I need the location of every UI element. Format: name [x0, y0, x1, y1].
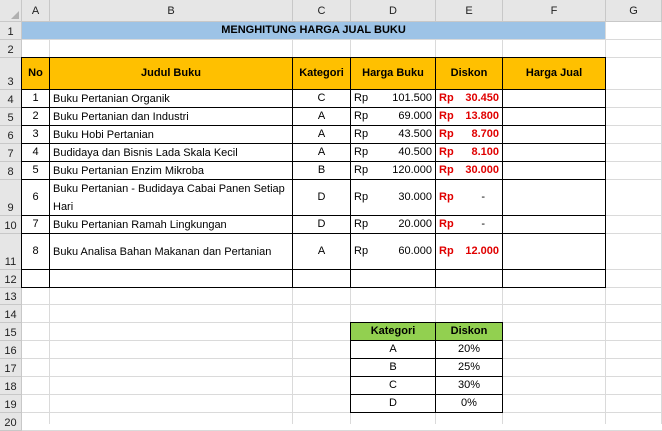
- book-harga[interactable]: [351, 144, 435, 161]
- table-border: [350, 358, 503, 359]
- table-border: [502, 322, 503, 413]
- column-header-f[interactable]: F: [503, 0, 606, 22]
- book-harga-jual[interactable]: [503, 126, 605, 143]
- book-harga-jual[interactable]: [503, 234, 605, 269]
- book-title[interactable]: Buku Pertanian dan Industri: [53, 110, 189, 123]
- book-no[interactable]: 2: [32, 110, 39, 122]
- book-harga-jual[interactable]: [503, 162, 605, 179]
- price-value: 60.000: [398, 245, 432, 257]
- currency-label: Rp: [354, 218, 369, 230]
- table-border: [292, 57, 293, 288]
- currency-label: Rp: [439, 128, 454, 140]
- table-border: [21, 125, 606, 126]
- table-border: [21, 233, 606, 234]
- header-harga[interactable]: Harga Buku: [351, 58, 435, 89]
- book-harga[interactable]: [351, 216, 435, 233]
- currency-label: Rp: [354, 191, 369, 203]
- book-no[interactable]: 5: [32, 164, 39, 176]
- row-header-4[interactable]: 4: [0, 90, 22, 108]
- discount-value: 8.100: [471, 146, 499, 158]
- sheet-title[interactable]: MENGHITUNG HARGA JUAL BUKU: [22, 22, 605, 39]
- row-header-11[interactable]: 11: [0, 234, 22, 270]
- legend-kategori[interactable]: D: [389, 397, 397, 409]
- legend-kategori[interactable]: A: [389, 343, 397, 355]
- price-value: 30.000: [398, 191, 432, 203]
- book-kategori[interactable]: A: [317, 128, 326, 140]
- gridline-horizontal: [22, 39, 662, 40]
- row-header-3[interactable]: 3: [0, 58, 22, 90]
- currency-label: Rp: [439, 245, 454, 257]
- book-harga-jual[interactable]: [503, 90, 605, 107]
- book-no[interactable]: 6: [32, 191, 39, 203]
- discount-value: 13.800: [465, 110, 499, 122]
- table-border: [49, 57, 50, 288]
- row-header-17[interactable]: 17: [0, 359, 22, 377]
- gridline-horizontal: [22, 340, 662, 341]
- legend-diskon[interactable]: 20%: [457, 343, 481, 355]
- legend-diskon[interactable]: 30%: [457, 379, 481, 391]
- table-border: [21, 215, 606, 216]
- empty-cell[interactable]: [351, 270, 435, 287]
- column-header-e[interactable]: E: [436, 0, 503, 22]
- table-border: [21, 143, 606, 144]
- currency-label: Rp: [354, 128, 369, 140]
- row-header-8[interactable]: 8: [0, 162, 22, 180]
- book-harga[interactable]: [351, 90, 435, 107]
- column-header-a[interactable]: A: [22, 0, 50, 22]
- header-jual[interactable]: Harga Jual: [503, 58, 605, 89]
- currency-label: Rp: [439, 92, 454, 104]
- gridline-horizontal: [22, 376, 662, 377]
- empty-cell[interactable]: [503, 270, 605, 287]
- book-diskon[interactable]: [436, 162, 502, 179]
- book-title[interactable]: Buku Pertanian Organik: [53, 92, 170, 105]
- book-kategori[interactable]: D: [317, 191, 326, 203]
- empty-cell[interactable]: [293, 270, 350, 287]
- select-all-corner[interactable]: [0, 0, 22, 22]
- empty-cell[interactable]: [22, 270, 49, 287]
- book-title[interactable]: Buku Hobi Pertanian: [53, 128, 154, 141]
- book-kategori[interactable]: A: [317, 146, 326, 158]
- currency-label: Rp: [354, 164, 369, 176]
- header-judul[interactable]: Judul Buku: [50, 58, 292, 89]
- column-header-g[interactable]: G: [606, 0, 662, 22]
- legend-kategori[interactable]: C: [389, 379, 397, 391]
- row-header-10[interactable]: 10: [0, 216, 22, 234]
- gridline-horizontal: [22, 412, 662, 413]
- row-header-1[interactable]: 1: [0, 22, 22, 40]
- column-header-d[interactable]: D: [351, 0, 436, 22]
- book-diskon[interactable]: [436, 126, 502, 143]
- currency-label: Rp: [354, 146, 369, 158]
- row-header-18[interactable]: 18: [0, 377, 22, 395]
- book-title[interactable]: Buku Pertanian - Budidaya Cabai Panen Setiap Hari: [53, 182, 285, 213]
- price-value: 120.000: [392, 164, 432, 176]
- book-diskon[interactable]: [436, 180, 502, 215]
- book-harga[interactable]: [351, 162, 435, 179]
- gridline-horizontal: [22, 358, 662, 359]
- price-value: 40.500: [398, 146, 432, 158]
- currency-label: Rp: [439, 218, 454, 230]
- book-no[interactable]: 1: [32, 92, 39, 104]
- book-kategori[interactable]: A: [317, 245, 326, 257]
- book-harga[interactable]: [351, 180, 435, 215]
- price-value: 69.000: [398, 110, 432, 122]
- empty-cell[interactable]: [50, 270, 292, 287]
- book-kategori[interactable]: D: [317, 218, 326, 230]
- book-harga[interactable]: [351, 108, 435, 125]
- table-border: [350, 322, 351, 413]
- table-border: [350, 394, 503, 395]
- book-harga-jual[interactable]: [503, 216, 605, 233]
- row-header-19[interactable]: 19: [0, 395, 22, 413]
- price-value: 20.000: [398, 218, 432, 230]
- discount-value: 8.700: [471, 128, 499, 140]
- currency-label: Rp: [439, 110, 454, 122]
- book-kategori[interactable]: B: [317, 164, 326, 176]
- book-diskon[interactable]: [436, 234, 502, 269]
- price-value: 43.500: [398, 128, 432, 140]
- row-header-6[interactable]: 6: [0, 126, 22, 144]
- book-harga-jual[interactable]: [503, 108, 605, 125]
- legend-diskon[interactable]: 0%: [461, 397, 477, 409]
- currency-label: Rp: [439, 146, 454, 158]
- discount-value: -: [481, 218, 485, 230]
- table-border: [21, 287, 606, 288]
- currency-label: Rp: [354, 245, 369, 257]
- book-kategori[interactable]: A: [317, 110, 326, 122]
- book-harga-jual[interactable]: [503, 144, 605, 161]
- table-border: [350, 376, 503, 377]
- table-border: [350, 340, 503, 341]
- row-header-15[interactable]: 15: [0, 323, 22, 341]
- column-header-b[interactable]: B: [50, 0, 293, 22]
- book-diskon[interactable]: [436, 108, 502, 125]
- table-border: [605, 57, 606, 288]
- legend-kategori[interactable]: B: [389, 361, 397, 373]
- gridline-horizontal: [22, 394, 662, 395]
- table-border: [350, 412, 503, 413]
- row-header-16[interactable]: 16: [0, 341, 22, 359]
- header-kategori[interactable]: Kategori: [293, 58, 350, 89]
- book-no[interactable]: 3: [32, 128, 39, 140]
- table-border: [21, 107, 606, 108]
- discount-value: 12.000: [465, 245, 499, 257]
- table-border: [350, 57, 351, 288]
- header-no[interactable]: No: [22, 58, 49, 89]
- currency-label: Rp: [439, 164, 454, 176]
- currency-label: Rp: [354, 110, 369, 122]
- row-header-5[interactable]: 5: [0, 108, 22, 126]
- book-title[interactable]: Buku Analisa Bahan Makanan dan Pertanian: [53, 245, 272, 258]
- row-header-9[interactable]: 9: [0, 180, 22, 216]
- legend-header-kategori[interactable]: Kategori: [351, 323, 435, 340]
- book-harga[interactable]: [351, 234, 435, 269]
- table-border: [21, 57, 22, 288]
- row-header-13[interactable]: 13: [0, 288, 22, 305]
- discount-value: 30.000: [465, 164, 499, 176]
- book-no[interactable]: 8: [32, 245, 39, 257]
- empty-cell[interactable]: [436, 270, 502, 287]
- row-header-12[interactable]: 12: [0, 270, 22, 288]
- gridline-horizontal: [22, 322, 662, 323]
- header-diskon[interactable]: Diskon: [436, 58, 502, 89]
- legend-header-diskon[interactable]: Diskon: [436, 323, 502, 340]
- currency-label: Rp: [354, 92, 369, 104]
- row-header-2[interactable]: 2: [0, 40, 22, 58]
- book-title[interactable]: Buku Pertanian Enzim Mikroba: [53, 164, 205, 177]
- book-harga[interactable]: [351, 126, 435, 143]
- table-border: [435, 322, 436, 413]
- legend-diskon[interactable]: 25%: [457, 361, 481, 373]
- table-border: [21, 179, 606, 180]
- row-header-14[interactable]: 14: [0, 305, 22, 323]
- gridline-horizontal: [22, 304, 662, 305]
- book-no[interactable]: 4: [32, 146, 39, 158]
- discount-value: 30.450: [465, 92, 499, 104]
- row-header-7[interactable]: 7: [0, 144, 22, 162]
- currency-label: Rp: [439, 191, 454, 203]
- price-value: 101.500: [392, 92, 432, 104]
- table-border: [21, 89, 606, 90]
- book-title[interactable]: Budidaya dan Bisnis Lada Skala Kecil: [53, 146, 238, 159]
- table-border: [502, 57, 503, 288]
- column-header-c[interactable]: C: [293, 0, 351, 22]
- discount-value: -: [481, 191, 485, 203]
- book-kategori[interactable]: C: [317, 92, 326, 104]
- book-no[interactable]: 7: [32, 218, 39, 230]
- table-border: [21, 269, 606, 270]
- table-border: [350, 322, 503, 323]
- book-title[interactable]: Buku Pertanian Ramah Lingkungan: [53, 218, 227, 231]
- table-border: [21, 161, 606, 162]
- row-header-20[interactable]: 20: [0, 413, 22, 431]
- book-diskon[interactable]: [436, 90, 502, 107]
- book-diskon[interactable]: [436, 144, 502, 161]
- table-border: [21, 57, 606, 58]
- book-diskon[interactable]: [436, 216, 502, 233]
- table-border: [435, 57, 436, 288]
- book-harga-jual[interactable]: [503, 180, 605, 215]
